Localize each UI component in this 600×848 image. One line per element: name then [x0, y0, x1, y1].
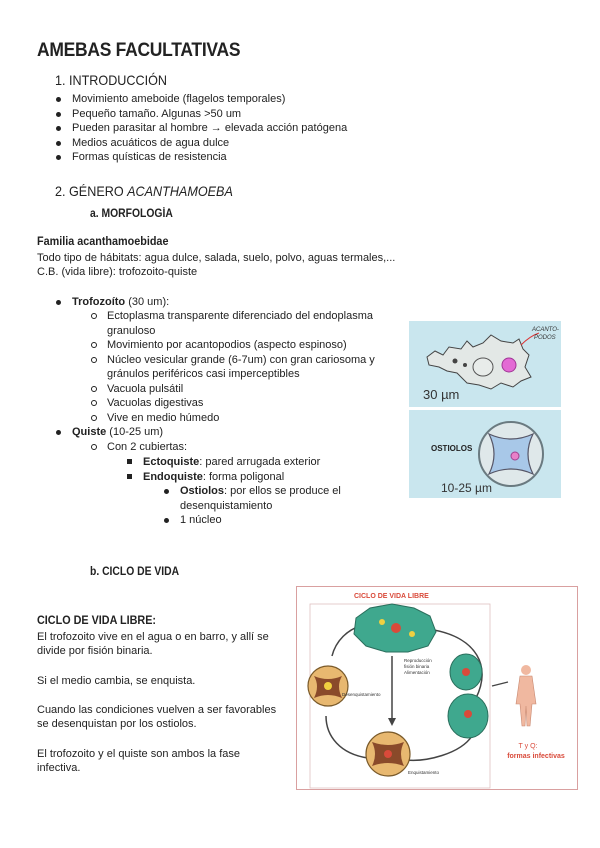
desenquistamiento-label: Desenquistamiento	[342, 692, 381, 697]
trofozoito-item	[72, 295, 402, 310]
ostiolos-item	[180, 484, 410, 499]
genero-heading	[55, 183, 233, 199]
acantopodos-annotation-1: ACANTO-	[532, 327, 559, 333]
nucleus-icon	[391, 623, 401, 633]
reproduccion-label: Reproducción	[404, 658, 432, 663]
quiste-figure	[409, 410, 561, 498]
list-item: Movimiento ameboide (flagelos temporales)	[72, 92, 347, 107]
ciclo-p1b: divide por fisión binaria.	[37, 645, 153, 657]
vacuole-icon	[409, 631, 415, 637]
cubiertas-list	[143, 455, 403, 484]
nucleus-icon	[324, 682, 332, 690]
nucleus-icon	[384, 750, 392, 758]
intro-heading: 1. INTRODUCCIÓN	[55, 72, 168, 88]
list-item-cont: granuloso	[107, 324, 156, 337]
tq-label-2: formas infectivas	[507, 753, 565, 760]
ectoquiste-item	[143, 455, 403, 470]
ciclo-p4a: El trofozoito y el quiste son ambos la fase	[37, 748, 240, 760]
list-item: Con 2 cubiertas:	[107, 441, 188, 453]
ostiolos-cont: desenquistamiento	[180, 499, 273, 512]
ectoquiste-label: Ectoquiste	[143, 456, 200, 468]
endoquiste-item	[143, 470, 403, 485]
vacuole-icon	[473, 358, 493, 376]
morfologia-heading: a. MORFOLOGÍA	[90, 208, 173, 220]
endoquiste-label: Endoquiste	[143, 470, 203, 483]
ciclo-p3b: se desenquistan por los ostiolos.	[37, 718, 197, 730]
ectoquiste-text: : pared arrugada exterior	[199, 456, 321, 468]
granule-icon	[463, 363, 467, 367]
nucleo-item: 1 núcleo	[180, 513, 410, 528]
list-item: Movimiento por acantopodios (aspecto espinoso)	[107, 338, 407, 353]
nucleus-icon	[502, 358, 516, 372]
page-title: AMEBAS FACULTATIVAS	[37, 40, 241, 61]
nucleus-icon	[464, 710, 472, 718]
enquistamiento-label: Enquistamiento	[408, 770, 440, 775]
trofozoito-figure	[409, 321, 561, 407]
human-head-icon	[521, 665, 531, 675]
ostiolos-label-figure: OSTIOLOS	[431, 444, 473, 453]
endoquiste-text: : forma poligonal	[202, 470, 285, 483]
trofozoito-label: Trofozoíto	[72, 296, 126, 308]
list-item-cont: gránulos periféricos casi imperceptibles	[107, 368, 300, 380]
familia-heading: Familia acanthamoebidae	[37, 234, 169, 248]
acantopodos-annotation-2: PODOS	[534, 335, 556, 341]
list-item: Medios acuáticos de agua dulce	[72, 136, 347, 151]
cyst-nucleus-icon	[511, 452, 519, 460]
quiste-item	[72, 425, 163, 440]
alimentacion-label: Alimentación	[404, 670, 430, 675]
fision-label: fisión binaria	[404, 664, 430, 669]
vacuole-icon	[379, 619, 385, 625]
nucleus-icon	[462, 668, 470, 676]
list-item: Pueden parasitar al hombre → elevada acción patógena	[72, 122, 348, 134]
list-item: Vacuola pulsátil	[107, 382, 407, 397]
ciclo-figure-title: CICLO DE VIDA LIBRE	[354, 593, 429, 600]
endoquiste-sublist	[180, 484, 410, 528]
ciclo-heading: b. CICLO DE VIDA	[90, 566, 180, 578]
ciclo-p4b: infectiva.	[37, 762, 81, 774]
granule-icon	[453, 359, 458, 364]
trofozoito-list	[72, 295, 402, 310]
trofozoito-size: (30 um):	[125, 296, 170, 308]
genero-heading-prefix: 2. GÉNERO	[55, 183, 128, 199]
ciclo-p2: Si el medio cambia, se enquista.	[37, 675, 196, 687]
quiste-list	[72, 425, 163, 440]
habitats-text: Todo tipo de hábitats: agua dulce, salada, suelo, polvo, aguas termales,...	[37, 252, 396, 264]
list-item: Núcleo vesicular grande (6-7um) con gran cariosoma y	[107, 353, 407, 368]
ostiolos-label: Ostiolos	[180, 485, 225, 497]
ciclo-p1a: El trofozoito vive en el agua o en barro, y allí se	[37, 631, 269, 643]
list-item: Pequeño tamaño. Algunas >50 um	[72, 107, 347, 122]
list-item: Ectoplasma transparente diferenciado del endoplasma	[107, 309, 407, 324]
quiste-label: Quiste	[72, 426, 107, 438]
quiste-size: (10-25 um)	[106, 426, 164, 438]
cb-text: C.B. (vida libre): trofozoito-quiste	[37, 266, 198, 278]
list-item: Formas quísticas de resistencia	[72, 150, 347, 165]
ostiolos-text: : por ellos se produce el	[224, 485, 341, 497]
ciclo-p3a: Cuando las condiciones vuelven a ser favorables	[37, 704, 277, 716]
ciclo-subheading: CICLO DE VIDA LIBRE:	[37, 613, 157, 627]
ciclo-figure	[296, 586, 578, 790]
quiste-size-label: 10-25 µm	[441, 481, 492, 495]
list-item: Vacuolas digestivas	[107, 396, 407, 411]
trofozoito-sublist	[107, 309, 407, 425]
intro-list	[72, 92, 347, 165]
quiste-sublist	[107, 440, 187, 455]
genero-heading-italic: ACANTHAMOEBA	[127, 183, 233, 199]
tq-label-1: T y Q:	[518, 743, 538, 750]
trofozoito-size-label: 30 µm	[423, 387, 460, 402]
list-item: Vive en medio húmedo	[107, 411, 407, 426]
